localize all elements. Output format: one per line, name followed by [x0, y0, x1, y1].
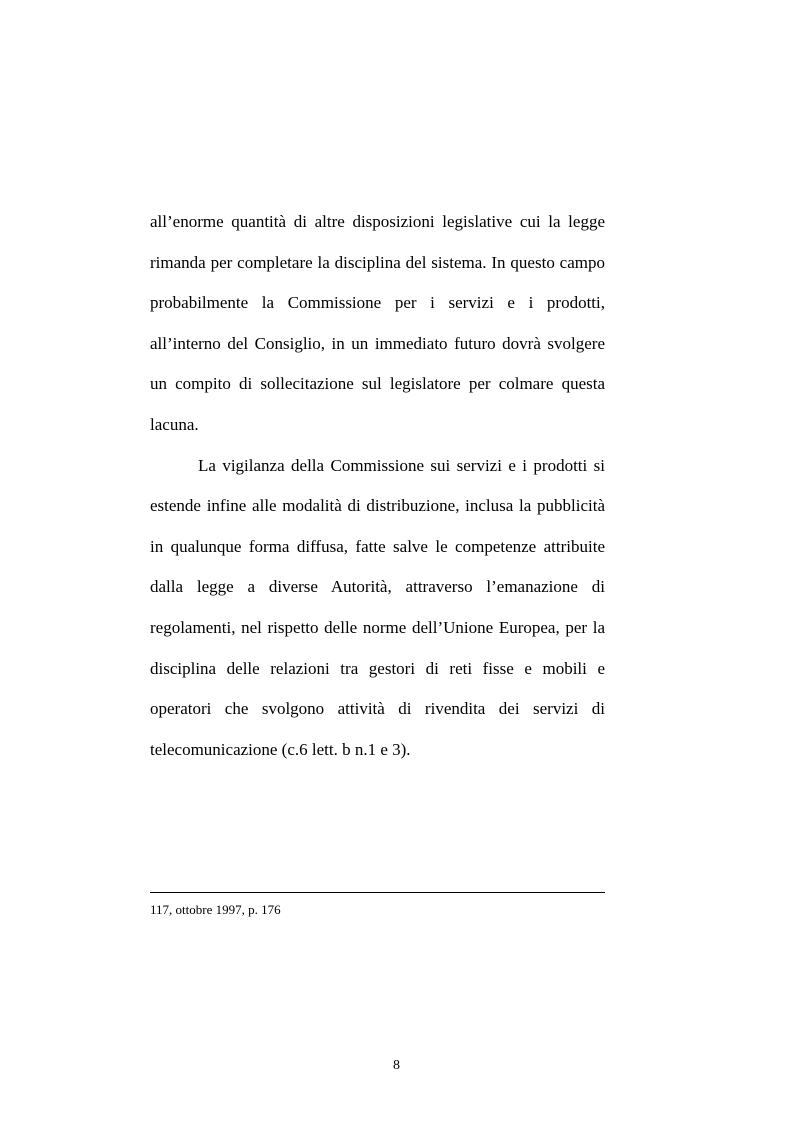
- page-number: 8: [393, 1058, 400, 1073]
- footnote: 117, ottobre 1997, p. 176: [150, 902, 281, 917]
- body-text: [150, 202, 605, 770]
- footnote-separator: [150, 892, 605, 893]
- paragraph-vigilanza: La vigilanza della Commissione sui servizi e i prodotti si estende infine alle modalità di distribuzione, inclusa la pubblicità in qualunque forma diffusa, fatte salve le competenze attribuite dalla legge a diverse Autorità, attraverso l’emanazione di regolamenti, nel rispetto delle norme dell’Unione Europea, per la disciplina delle relazioni tra gestori di reti fisse e mobili e operatori che svolgono attività di rivendita dei servizi di telecomunicazione (c.6 lett. b n.1 e 3).: [150, 455, 605, 759]
- paragraph-continuation: all’enorme quantità di altre disposizioni legislative cui la legge rimanda per completare la disciplina del sistema. In questo campo probabilmente la Commissione per i servizi e i prodotti, all’interno del Consiglio, in un immediato futuro dovrà svolgere un compito di sollecitazione sul legislatore per colmare questa lacuna.: [150, 212, 605, 434]
